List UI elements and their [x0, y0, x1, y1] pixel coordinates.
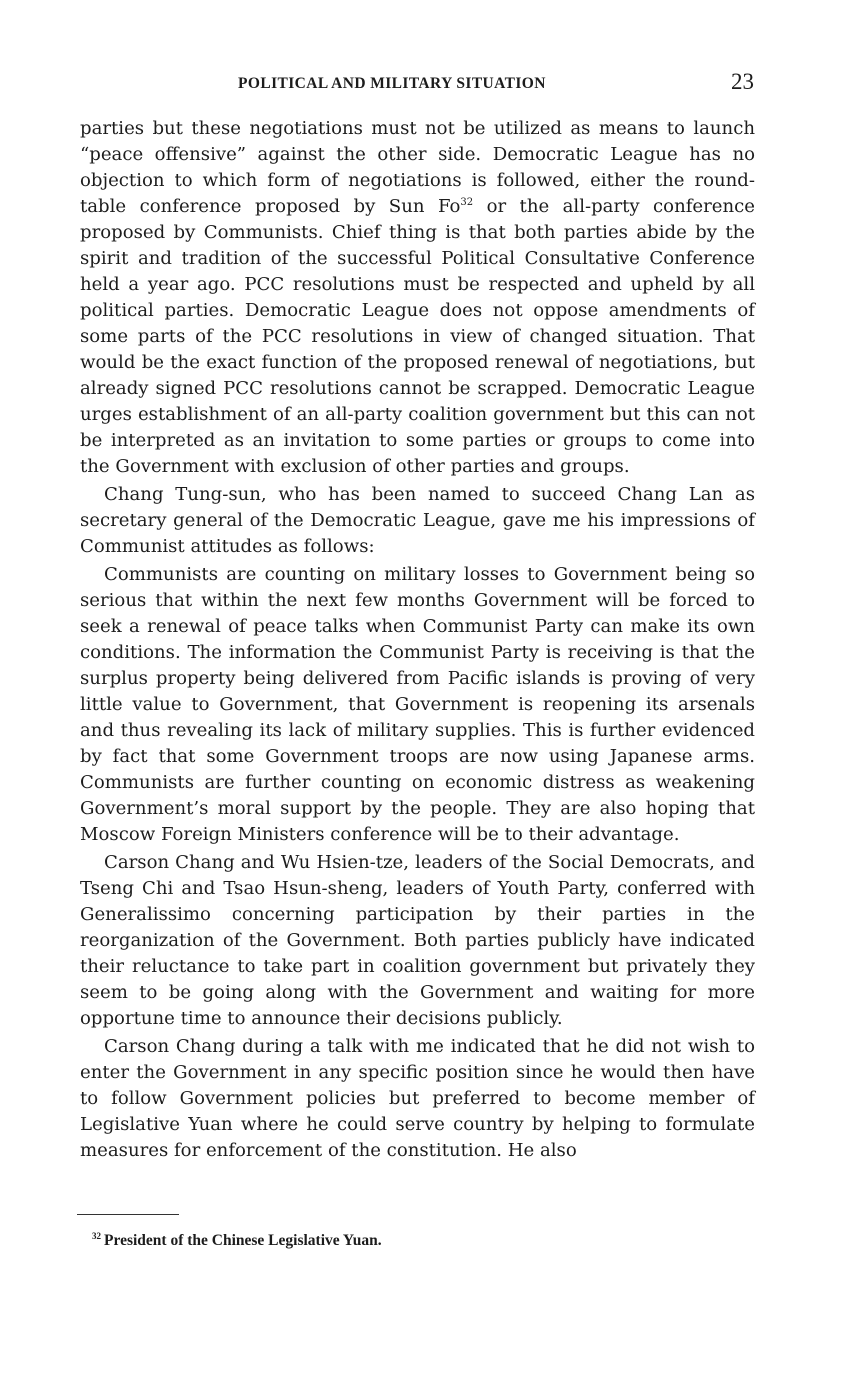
footnote [92, 1232, 382, 1250]
page-number: 23 [731, 69, 754, 94]
footnote-text: President of the Chinese Legislative Yuan. [104, 1232, 382, 1249]
running-head [78, 69, 754, 98]
paragraph-2: Chang Tung-sun, who has been named to succeed Chang Lan as secretary general of the Democratic League, gave me his impressions of Communist attitudes as follows: [80, 484, 755, 557]
paragraph-5: Carson Chang during a talk with me indicated that he did not wish to enter the Government in any specific position since he would then have to follow Government policies but preferred to become member of Legislative Yuan where he could serve country by helping to formulate measures for enforcement of the constitution. He also [80, 1036, 755, 1161]
footnote-reference: 32 [460, 196, 474, 208]
running-title: POLITICAL AND MILITARY SITUATION [238, 75, 546, 92]
body-text [80, 116, 755, 1166]
footnote-marker: 32 [92, 1230, 101, 1241]
paragraph-3: Communists are counting on military losses to Government being so serious that within the next few months Government will be forced to seek a renewal of peace talks when Communist Party can make its own conditions. The information the Communist Party is receiving is that the surplus property being delivered from Pacific islands is proving of very little value to Government, that Government is reopening its arsenals and thus revealing its lack of military supplies. This is further evidenced by fact that some Government troops are now using Japanese arms. Communists are further counting on economic distress as weakening Government’s moral support by the people. They are also hoping that Moscow Foreign Ministers conference will be to their advantage. [80, 564, 755, 845]
paragraph-1 [80, 116, 755, 480]
paragraph-1-text-b: or the all-party conference proposed by Communists. Chief thing is that both parties abide by the spirit and tradition of the successful Political Consultative Conference held a year ago. PCC resolutions must be respected and upheld by all political parties. Democratic League does not oppose amendments of some parts of the PCC resolutions in view of changed situation. That would be the exact function of the proposed renewal of negotiations, but already signed PCC resolutions cannot be scrapped. Democratic League urges establishment of an all-party coalition government but this can not be interpreted as an invitation to some parties or groups to come into the Government with exclusion of other parties and groups. [80, 196, 755, 477]
paragraph-4: Carson Chang and Wu Hsien-tze, leaders of the Social Democrats, and Tseng Chi and Tsao Hsun-sheng, leaders of Youth Party, conferred with Generalissimo concerning participation by their parties in the reorganization of the Government. Both parties publicly have indicated their reluctance to take part in coalition government but privately they seem to be going along with the Government and waiting for more opportune time to announce their decisions publicly. [80, 852, 755, 1029]
paragraph-1-text-a: parties but these negotiations must not be utilized as means to launch “peace offensive” against the other side. Democratic League has no objection to which form of negotiations is followed, either the round-table conference proposed by Sun Fo [80, 118, 755, 217]
footnote-divider [77, 1214, 179, 1215]
